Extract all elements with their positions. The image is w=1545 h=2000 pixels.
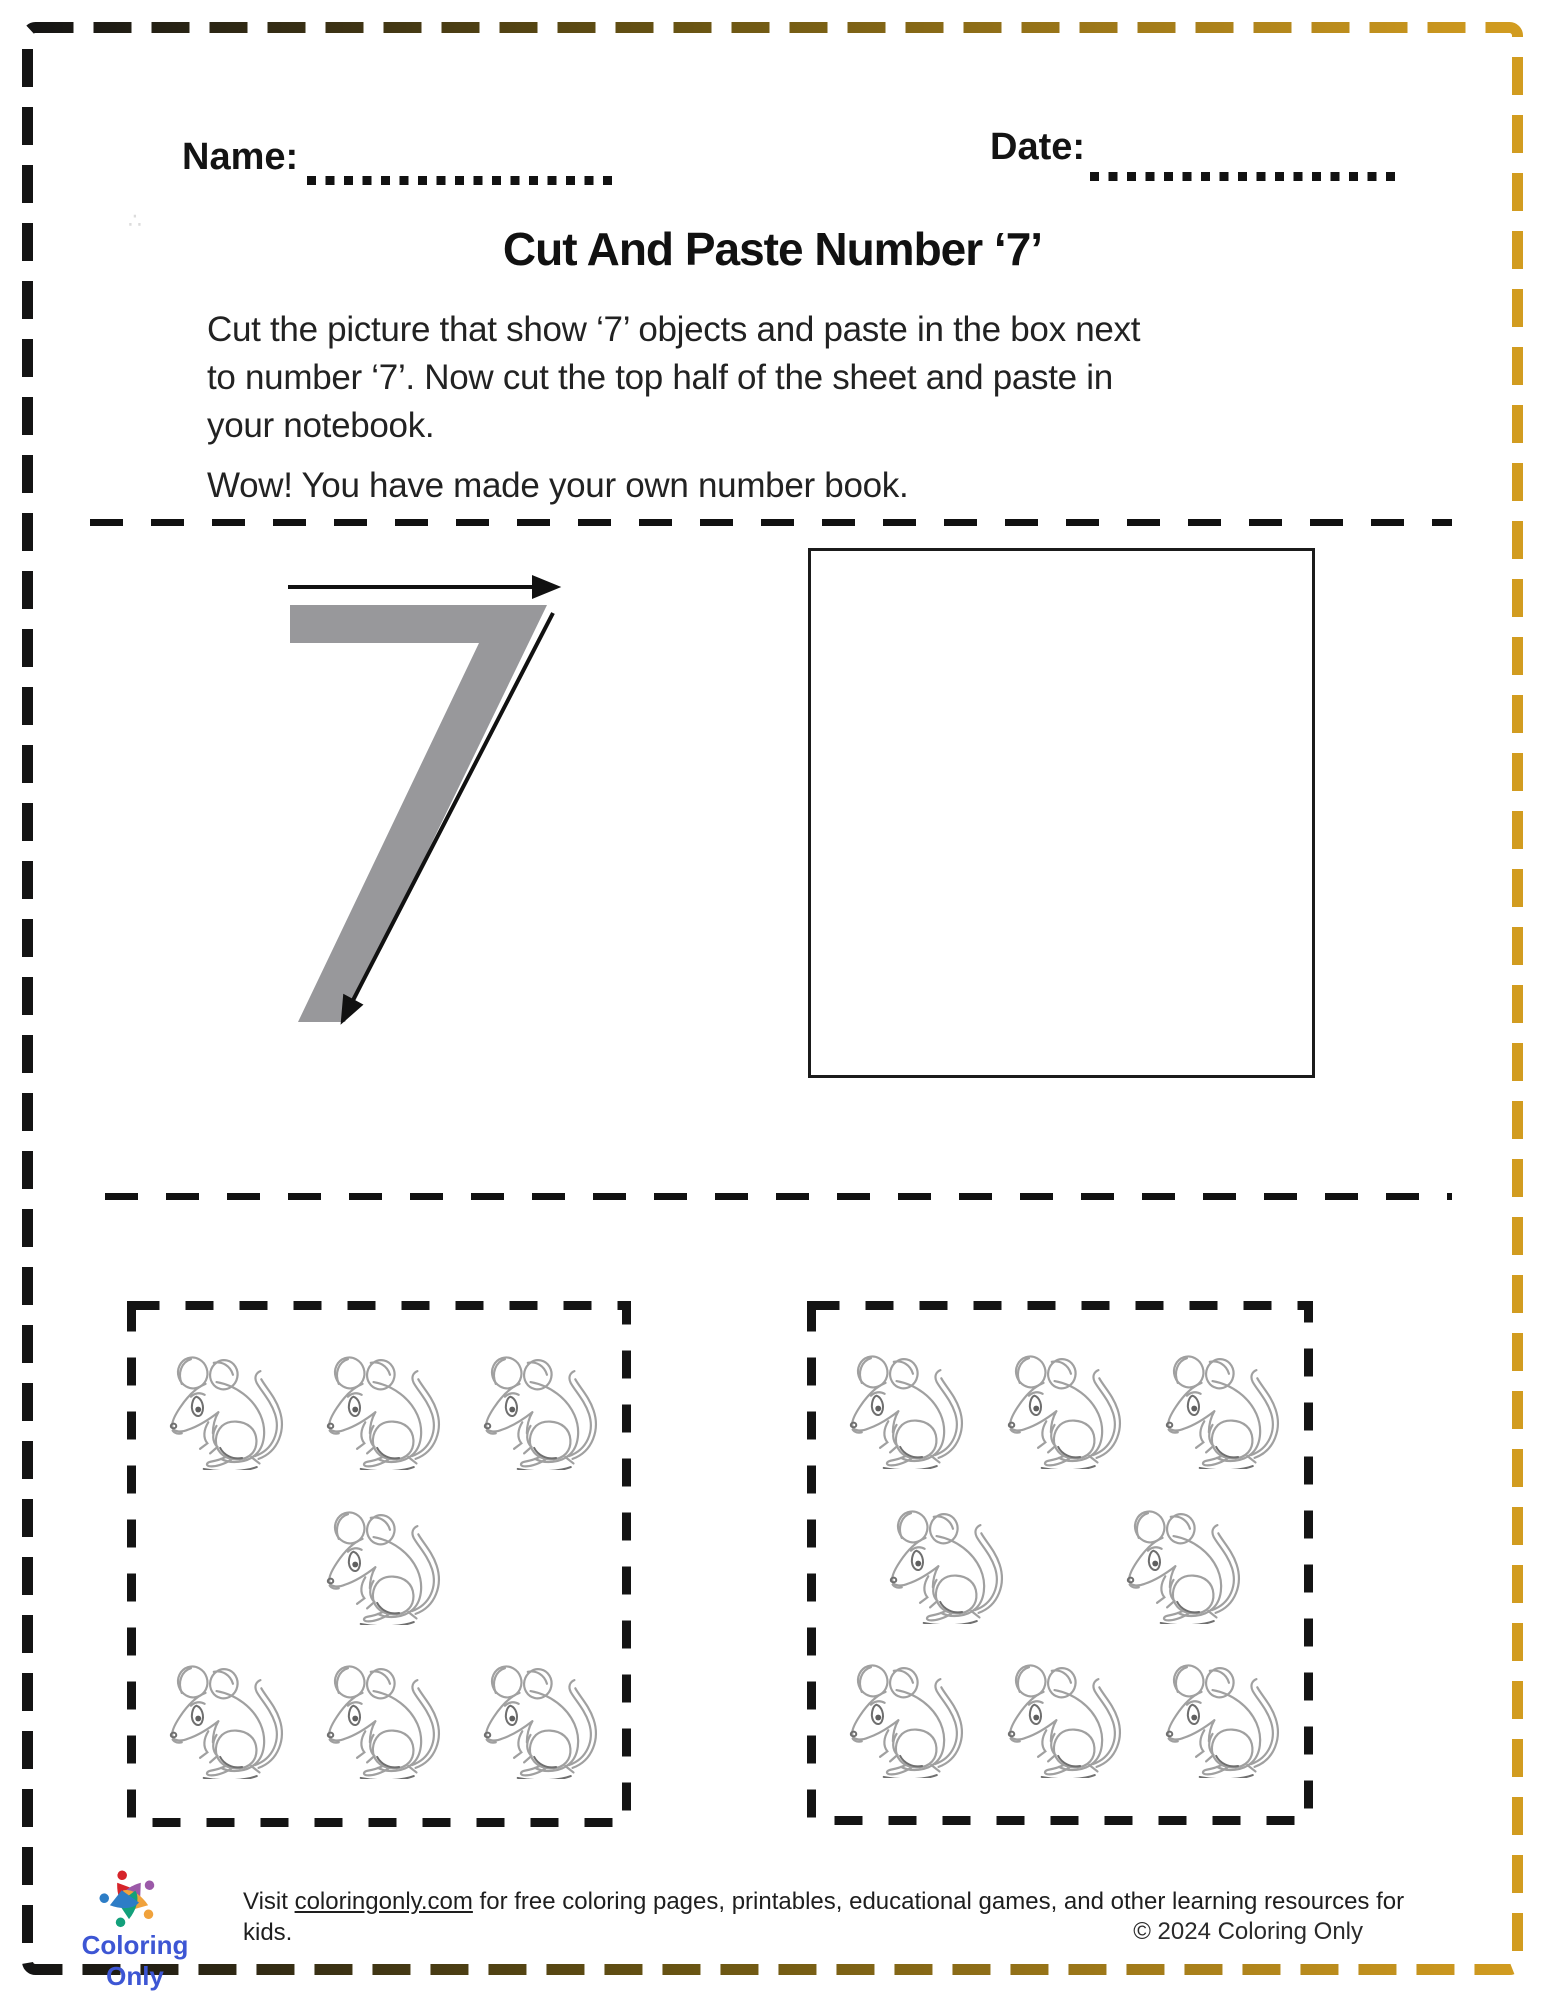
copyright: © 2024 Coloring Only	[1133, 1918, 1363, 1945]
mouse-drawing	[315, 1504, 443, 1625]
mouse-drawing	[315, 1658, 443, 1779]
footer-visit-prefix: Visit	[243, 1888, 295, 1915]
footer-visit-rest: for free coloring pages, printables, educational games, and other learning resources for	[472, 1888, 1405, 1915]
mouse-drawing	[158, 1658, 286, 1779]
mouse-row	[137, 1504, 621, 1625]
mouse-drawing	[1115, 1503, 1243, 1624]
mouse-row	[817, 1503, 1303, 1624]
instructions	[207, 306, 1140, 450]
wow-line: Wow! You have made your own number book.	[207, 466, 909, 505]
instruction-line: to number ‘7’. Now cut the top half of the sheet and paste in	[207, 358, 1113, 397]
mouse-drawing	[1154, 1657, 1282, 1778]
date-label: Date:	[990, 126, 1086, 168]
mouse-drawing	[838, 1657, 966, 1778]
footer-note-line2: kids.	[243, 1919, 293, 1946]
mouse-row	[137, 1658, 621, 1779]
mouse-drawing	[996, 1348, 1124, 1469]
mouse-drawing	[472, 1349, 600, 1470]
number-7-glyph	[290, 605, 547, 1022]
cut-divider-top	[90, 519, 1452, 526]
mouse-row	[137, 1349, 621, 1470]
mouse-drawing	[315, 1349, 443, 1470]
answer-box-seven-mice	[127, 1301, 631, 1827]
coloringonly-link[interactable]: coloringonly.com	[294, 1888, 473, 1915]
name-label: Name:	[182, 136, 299, 178]
mouse-row	[817, 1348, 1303, 1469]
paste-box	[808, 548, 1315, 1078]
mouse-drawing	[158, 1349, 286, 1470]
name-fill-line	[307, 176, 620, 185]
mouse-drawing	[1154, 1348, 1282, 1469]
mouse-drawing	[472, 1658, 600, 1779]
mouse-row	[817, 1657, 1303, 1778]
coloring-only-logo-text: Coloring Only	[81, 1930, 189, 1991]
page-title: Cut And Paste Number ‘7’	[502, 223, 1043, 275]
date-fill-line	[1090, 172, 1398, 181]
tracing-number-7	[282, 568, 567, 1038]
instruction-line: Cut the picture that show ‘7’ objects and paste in the box next	[207, 310, 1141, 349]
mouse-drawing	[996, 1657, 1124, 1778]
cut-divider-bottom	[105, 1193, 1452, 1200]
answer-box-eight-mice	[807, 1301, 1313, 1825]
mouse-drawing	[878, 1503, 1006, 1624]
scan-smudge: ∴	[128, 208, 140, 233]
instruction-line: your notebook.	[207, 406, 435, 445]
mouse-drawing	[838, 1348, 966, 1469]
coloring-only-logo-icon	[92, 1862, 166, 1934]
